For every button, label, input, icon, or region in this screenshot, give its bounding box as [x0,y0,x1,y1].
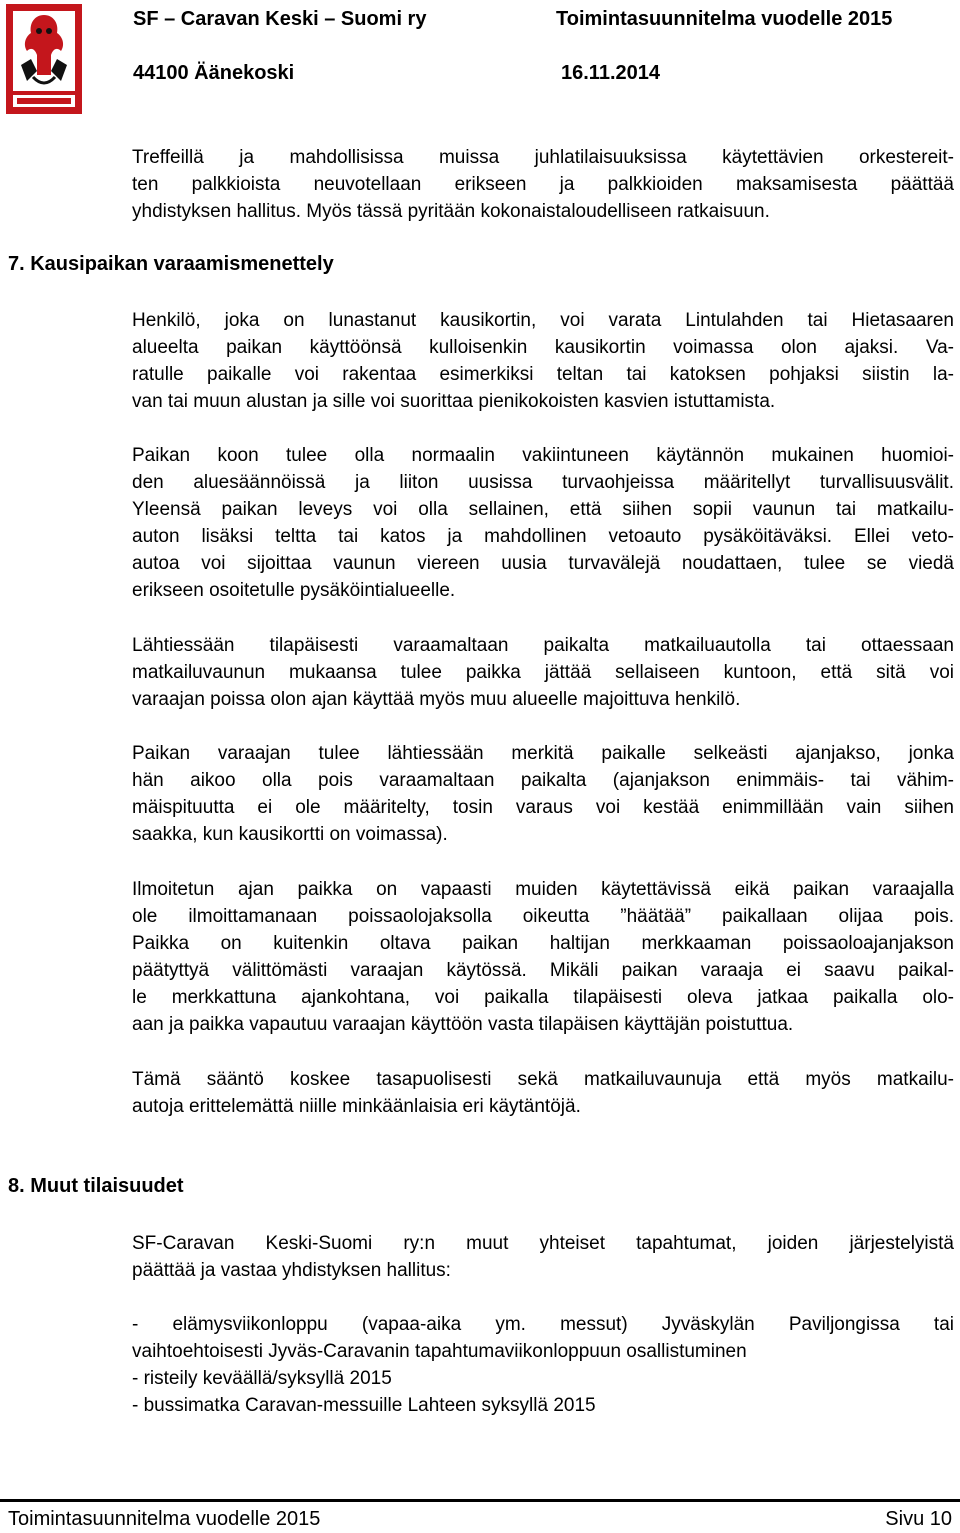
text-line: Ilmoitetun ajan paikka on vapaasti muiden käytettävissä eikä paikan varaajalla [132,879,954,900]
footer-document-title: Toimintasuunnitelma vuodelle 2015 [8,1508,321,1530]
text-line: Yleensä paikan leveys voi olla sellainen, että siihen sopii vaunun tai matkailu- [132,499,954,521]
text-line: Paikan koon tulee olla normaalin vakiintuneen käytännön mukainen huomioi- [132,445,954,466]
header-city: 44100 Äänekoski [133,62,295,84]
text-line: Henkilö, joka on lunastanut kausikortin, voi varata Lintulahden tai Hietasaaren [132,310,954,331]
section-7-paragraph-6 [132,1066,954,1120]
text-line: Lähtiessään tilapäisesti varaamaltaan paikalta matkailuautolla tai ottaessaan [132,635,954,656]
section-7-paragraph-5 [132,876,954,1039]
text-line: autoa voi sijoittaa vaunun viereen uusia turvavälejä noudattaen, tulee se viedä [132,553,954,575]
text-line: matkailuvaunun mukaansa tulee paikka jättää sellaiseen kuntoon, että sitä voi [132,662,954,684]
text-line: ratulle paikalle voi rakentaa esimerkiksi teltan tai katoksen pohjaksi siistin la- [132,364,954,386]
text-line: le merkkattuna ajankohtana, voi paikalla tilapäisesti oleva jatkaa paikalla olo- [132,987,954,1009]
section-7-paragraph-2 [132,442,954,605]
footer-rule [0,1499,960,1502]
text-line: Paikka on kuitenkin oltava paikan haltijan merkkaaman poissaoloajanjakson [132,933,954,955]
list-item: - elämysviikonloppu (vapaa-aika ym. messut) Jyväskylän Paviljongissa tai [132,1314,954,1335]
text-line: saakka, kun kausikortti on voimassa). [132,824,448,846]
text-line: ole ilmoittamanaan poissaolojaksolla oikeutta ”häätää” paikallaan olijaa pois. [132,906,954,928]
text-line: SF-Caravan Keski-Suomi ry:n muut yhteiset tapahtumat, joiden järjestelyistä [132,1233,954,1254]
section-7-heading: 7. Kausipaikan varaamismenettely [8,253,334,275]
intro-paragraph [132,144,954,225]
text-line: erikseen osoitetulle pysäköintialueelle. [132,580,456,602]
list-item-continuation: vaihtoehtoisesti Jyväs-Caravanin tapahtumaviikonloppuun osallistuminen [132,1341,747,1363]
section-7-paragraph-1 [132,307,954,415]
text-line: aan ja paikka vapautuu varaajan käyttöön vasta tilapäisen käyttäjän poistuttua. [132,1014,794,1036]
footer-page-number: Sivu 10 [885,1508,952,1530]
text-line: van tai muun alustan ja sille voi suorittaa pienikokoisten kasvien istuttamista. [132,391,776,413]
text-line: ten palkkioista neuvotellaan erikseen ja palkkioiden maksamisesta päättää [132,174,954,196]
header-organization: SF – Caravan Keski – Suomi ry [133,8,427,30]
text-line: päättää ja vastaa yhdistyksen hallitus: [132,1260,451,1282]
section-8-heading: 8. Muut tilaisuudet [8,1175,184,1197]
text-line: Tämä sääntö koskee tasapuolisesti sekä matkailuvaunuja että myös matkailu- [132,1069,954,1090]
header-date: 16.11.2014 [561,62,660,84]
list-item: - risteily keväällä/syksyllä 2015 [132,1368,392,1390]
text-line: yhdistyksen hallitus. Myös tässä pyritään kokonaistaloudelliseen ratkaisuun. [132,201,770,223]
text-line: Paikan varaajan tulee lähtiessään merkitä paikalle selkeästi ajanjakso, jonka [132,743,954,764]
section-7-paragraph-3 [132,632,954,713]
text-line: alueelta paikan käyttöönsä kulloisenkin kausikortin voimassa olon ajaksi. Va- [132,337,954,359]
list-item: - bussimatka Caravan-messuille Lahteen syksyllä 2015 [132,1395,596,1417]
text-line: den aluesäännöissä ja liiton uusissa turvaohjeissa määritellyt turvallisuusvälit. [132,472,954,494]
section-8-intro [132,1230,954,1284]
text-line: Treffeillä ja mahdollisissa muissa juhlatilaisuuksissa käytettävien orkestereit- [132,147,954,168]
header-document-title: Toimintasuunnitelma vuodelle 2015 [556,8,893,30]
section-8-event-list [132,1311,954,1419]
section-7-paragraph-4 [132,740,954,848]
text-line: mäispituutta ei ole määritelty, tosin varaus voi kestää enimmillään vain siihen [132,797,954,819]
text-line: hän aikoo olla pois varaamaltaan paikalta (ajanjakson enimmäis- tai vähim- [132,770,954,792]
text-line: varaajan poissa olon ajan käyttää myös muu alueelle majoittuva henkilö. [132,689,741,711]
sf-caravan-logo [6,4,82,114]
text-line: päätyttyä välittömästi varaajan käytössä. Mikäli paikan varaaja ei saavu paikal- [132,960,954,982]
text-line: auton lisäksi teltta tai katos ja mahdollinen vetoauto pysäköitäväksi. Ellei veto- [132,526,954,548]
text-line: autoja erittelemättä niille minkäänlaisia eri käytäntöjä. [132,1096,581,1118]
